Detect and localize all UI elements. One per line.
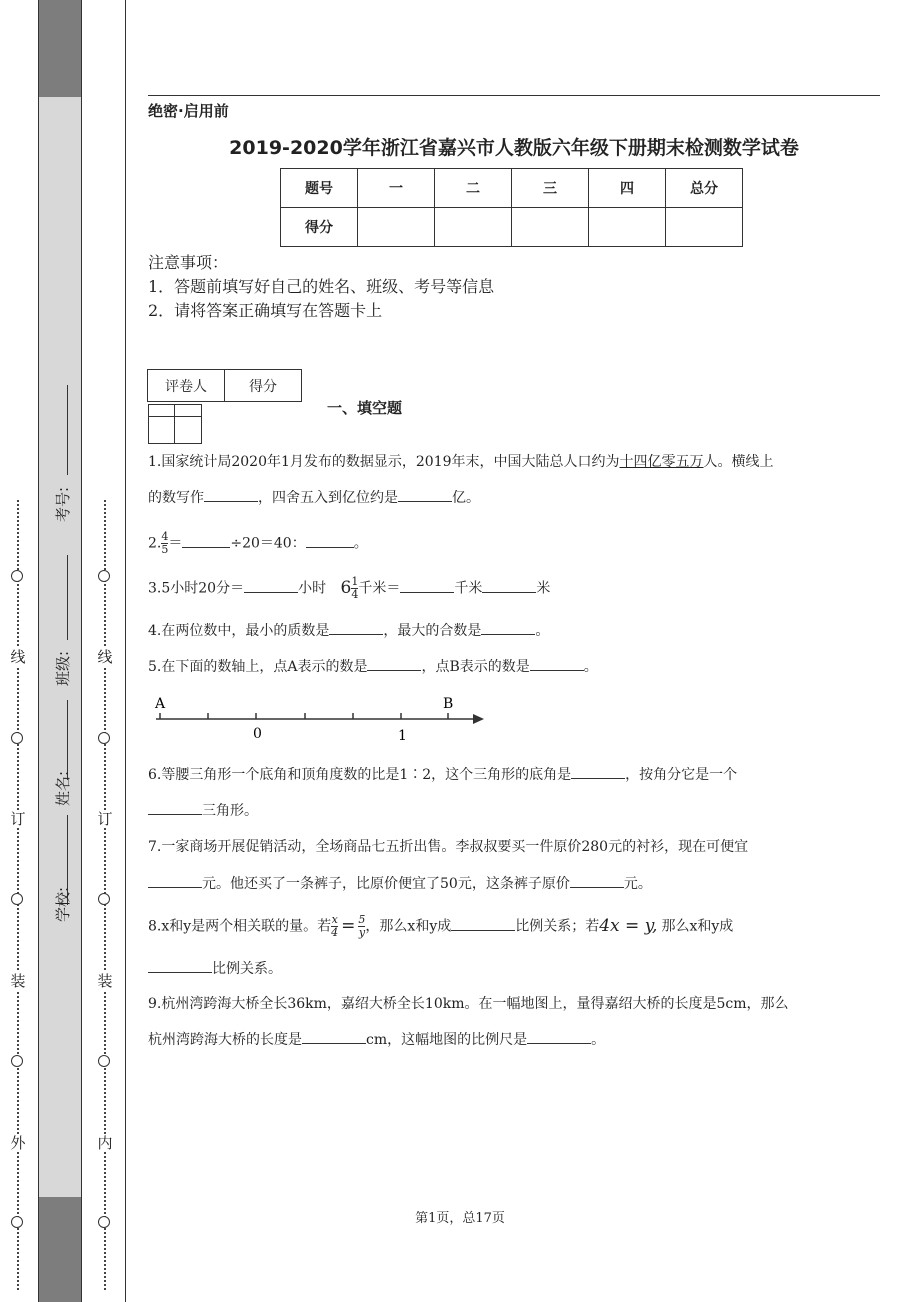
score-header-cell: 总分 xyxy=(666,169,743,208)
question-1-cont: 的数写作 ，四舍五入到亿位约是 亿。 xyxy=(148,490,480,506)
answer-blank[interactable] xyxy=(306,535,354,548)
question-1: 1.国家统计局2020年1月发布的数据显示，2019年末，中国大陆总人口约为十四亿零五万人。横线上 xyxy=(148,454,774,470)
answer-blank[interactable] xyxy=(244,580,298,593)
answer-blank[interactable] xyxy=(451,918,515,931)
answer-blank[interactable] xyxy=(571,766,625,779)
question-7-cont: 元。他还买了一条裤子，比原价便宜了50元，这条裤子原价 元。 xyxy=(148,873,652,893)
answer-blank[interactable] xyxy=(182,535,230,548)
outer-char-ding: 订 xyxy=(8,810,28,828)
score-header-cell: 二 xyxy=(435,169,512,208)
answer-blank[interactable] xyxy=(527,1031,591,1044)
grader-header: 评卷人 xyxy=(148,370,225,402)
score-row-label: 得分 xyxy=(281,208,358,247)
grader-table xyxy=(147,369,302,421)
point-b-label: B xyxy=(443,696,454,712)
grader-cell[interactable] xyxy=(148,405,175,444)
exam-title: 2019-2020学年浙江省嘉兴市人教版六年级下册期末检测数学试卷 xyxy=(229,137,799,159)
answer-blank[interactable] xyxy=(367,658,421,671)
answer-blank[interactable] xyxy=(148,875,202,888)
outer-char-zhuang: 装 xyxy=(8,972,28,990)
score-header-cell: 一 xyxy=(358,169,435,208)
question-8: 8.x和y是两个相关联的量。若 $\frac{x}{4}$ = $\frac{5}{y}$ ，那么x和y成 比例关系；若4x = y, 那么x和y成 xyxy=(148,913,734,939)
field-class-label: 班级: xyxy=(54,650,72,686)
grader-score-cell[interactable] xyxy=(175,405,202,444)
inner-cut-line xyxy=(95,0,115,1302)
question-2: 2. $\frac{4}{5}$ ＝ ÷20＝40： 。 xyxy=(148,530,368,556)
question-6-cont: 三角形。 xyxy=(148,800,258,820)
fraction-x-over-4: $\frac{x}{4}$ xyxy=(331,913,339,939)
score-cell[interactable] xyxy=(358,208,435,247)
inner-char-nei: 内 xyxy=(95,1134,115,1152)
field-exam-no-label: 考号: xyxy=(54,486,72,522)
tick-label-1: 1 xyxy=(398,728,407,744)
score-table xyxy=(280,168,743,247)
notes-item: 2．请将答案正确填写在答题卡上 xyxy=(148,301,383,320)
score-header-cell: 三 xyxy=(512,169,589,208)
tick-label-0: 0 xyxy=(253,726,262,742)
notes-item: 1．答题前填写好自己的姓名、班级、考号等信息 xyxy=(148,277,495,296)
section-title: 一、填空题 xyxy=(327,399,403,417)
outer-char-xian: 线 xyxy=(8,648,28,666)
answer-blank[interactable] xyxy=(148,960,212,973)
field-school-label: 学校: xyxy=(54,886,72,922)
inner-char-ding: 订 xyxy=(95,810,115,828)
inner-char-zhuang: 装 xyxy=(95,972,115,990)
point-a-label: A xyxy=(155,696,166,712)
mixed-fraction: $\frac{1}{4}$ xyxy=(351,575,359,601)
answer-blank[interactable] xyxy=(481,622,535,635)
question-4: 4.在两位数中，最小的质数是 ，最大的合数是 。 xyxy=(148,623,550,639)
notes-title: 注意事项： xyxy=(148,253,229,272)
notes xyxy=(148,251,494,323)
answer-blank[interactable] xyxy=(530,658,584,671)
secret-label: 绝密·启用前 xyxy=(148,102,229,120)
header-rule xyxy=(148,95,880,96)
question-9-cont: 杭州湾跨海大桥的长度是 cm，这幅地图的比例尺是 。 xyxy=(148,1032,606,1048)
question-9: 9.杭州湾跨海大桥全长36km，嘉绍大桥全长10km。在一幅地图上，量得嘉绍大桥的长度是5cm，那么 xyxy=(148,996,789,1012)
score-header-cell: 题号 xyxy=(281,169,358,208)
grader-score-header: 得分 xyxy=(225,370,302,402)
inner-char-xian: 线 xyxy=(95,648,115,666)
question-6: 6.等腰三角形一个底角和顶角度数的比是1∶2，这个三角形的底角是 ，按角分它是一个 xyxy=(148,767,738,783)
fraction-5-over-y: $\frac{5}{y}$ xyxy=(358,913,366,939)
field-line-class[interactable] xyxy=(67,555,68,640)
question-7: 7.一家商场开展促销活动，全场商品七五折出售。李叔叔要买一件原价280元的衬衫，现在可便宜 xyxy=(148,839,749,855)
answer-blank[interactable] xyxy=(204,489,258,502)
score-cell[interactable] xyxy=(435,208,512,247)
answer-blank[interactable] xyxy=(329,622,383,635)
answer-blank[interactable] xyxy=(570,875,624,888)
underlined-number: 十四亿零五万 xyxy=(619,454,704,470)
score-cell[interactable] xyxy=(589,208,666,247)
score-header-cell: 四 xyxy=(589,169,666,208)
binding-dark-top xyxy=(38,0,82,97)
score-cell[interactable] xyxy=(512,208,589,247)
question-8-cont: 比例关系。 xyxy=(148,958,282,978)
field-line-exam-no[interactable] xyxy=(67,385,68,475)
page-footer: 第1页，总17页 xyxy=(415,1211,505,1226)
question-5: 5.在下面的数轴上，点A表示的数是 ，点B表示的数是 。 xyxy=(148,659,598,675)
outer-cut-line xyxy=(8,0,28,1302)
outer-char-wai: 外 xyxy=(8,1134,28,1152)
field-name-label: 姓名: xyxy=(54,770,72,806)
field-line-name[interactable] xyxy=(67,700,68,780)
fraction: $\frac{4}{5}$ xyxy=(161,530,169,556)
answer-blank[interactable] xyxy=(148,802,202,815)
math-expression: 4x = y, xyxy=(599,915,658,936)
answer-blank[interactable] xyxy=(400,580,454,593)
question-3: 3.5小时20分＝ 小时 6 $\frac{1}{4}$ 千米＝ 千米 米 xyxy=(148,575,551,601)
number-line xyxy=(148,694,488,746)
score-cell[interactable] xyxy=(666,208,743,247)
answer-blank[interactable] xyxy=(398,489,452,502)
answer-blank[interactable] xyxy=(482,580,536,593)
answer-blank[interactable] xyxy=(302,1031,366,1044)
